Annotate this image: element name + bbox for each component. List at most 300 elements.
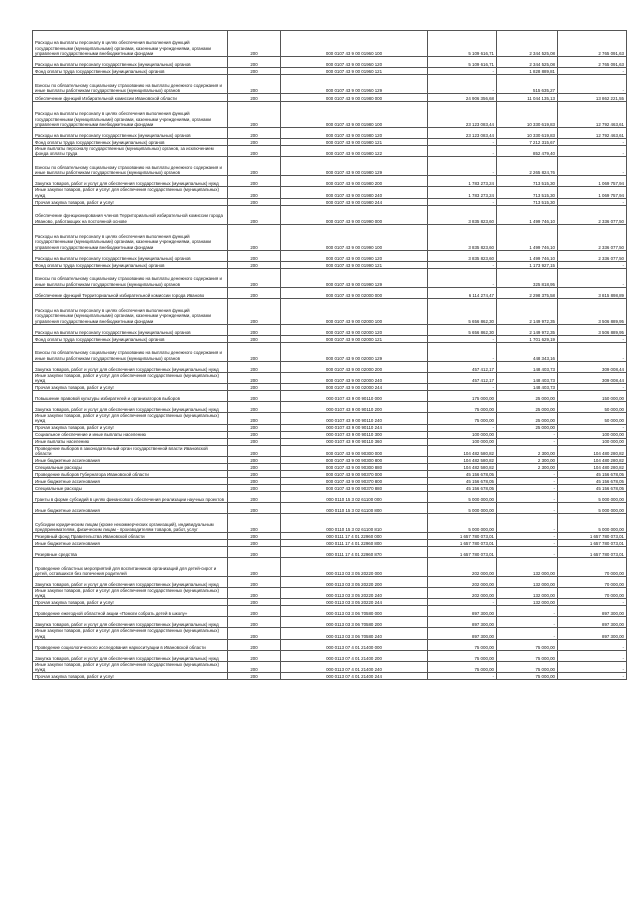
executed-amount-cell: 852 479,40 — [497, 146, 558, 157]
approved-amount-cell: - — [428, 384, 497, 391]
unexecuted-amount-cell: 1 069 757,94 — [558, 176, 627, 187]
table-row — [33, 661, 627, 672]
approved-amount-cell: 75 000,00 — [428, 650, 497, 661]
line-code-cell: 200 — [228, 503, 281, 514]
executed-amount-cell: 75 000,00 — [497, 673, 558, 680]
table-row — [33, 599, 627, 606]
approved-amount-cell: - — [428, 75, 497, 94]
unexecuted-amount-cell: 3 506 889,95 — [558, 324, 627, 335]
table-row — [33, 431, 627, 438]
expense-name-cell: Проведение социологического исследования наркоситуации в Ивановской области — [33, 639, 228, 650]
line-code-cell: 200 — [228, 577, 281, 588]
expense-name-cell: Расходы на выплаты персоналу в целях обеспечения выполнения функций государственными (муниципальными) органами, казенными учреждениями, органами управления государственными внебюджетными фондами — [33, 298, 228, 324]
approved-amount-cell: 1 657 780 073,01 — [428, 547, 497, 558]
executed-amount-cell: - — [497, 617, 558, 628]
line-code-cell: 200 — [228, 431, 281, 438]
expense-name-cell: Проведение выборов в законодательный орган государственной власти Ивановской области — [33, 445, 228, 456]
table-row — [33, 94, 627, 102]
budget-code-cell: 000 0113 07 4 01 21400 200 — [281, 650, 428, 661]
table-row — [33, 424, 627, 431]
executed-amount-cell: 2 149 972,35 — [497, 298, 558, 324]
table-row — [33, 384, 627, 391]
line-code-cell: 200 — [228, 445, 281, 456]
executed-amount-cell: - — [497, 503, 558, 514]
unexecuted-amount-cell: 70 000,00 — [558, 558, 627, 577]
line-code-cell: 200 — [228, 457, 281, 464]
line-code-cell: 200 — [228, 606, 281, 617]
line-code-cell: 200 — [228, 187, 281, 198]
table-row — [33, 457, 627, 464]
executed-amount-cell: 132 000,00 — [497, 599, 558, 606]
unexecuted-amount-cell: 3 506 889,95 — [558, 298, 627, 324]
budget-code-cell: 000 0107 43 9 00 90110 000 — [281, 391, 428, 402]
approved-amount-cell: - — [428, 342, 497, 361]
table-row — [33, 464, 627, 471]
table-row — [33, 547, 627, 558]
expense-name-cell: Иные бюджетные ассигнования — [33, 478, 228, 485]
budget-code-cell: 000 0107 43 9 00 01960 120 — [281, 57, 428, 68]
approved-amount-cell: 5 656 862,30 — [428, 298, 497, 324]
expense-name-cell: Закупка товаров, работ и услуг для обеспечения государственных (муниципальных) нужд — [33, 402, 228, 413]
line-code-cell: 200 — [228, 157, 281, 176]
expense-name-cell: Взносы по обязательному социальному страхованию на выплаты денежного содержания и иные выплаты работникам государственных (муниципальных) органов — [33, 342, 228, 361]
line-code-cell: 200 — [228, 558, 281, 577]
line-code-cell: 200 — [228, 514, 281, 533]
expense-name-cell: Иные бюджетные ассигнования — [33, 540, 228, 547]
approved-amount-cell: 45 156 678,05 — [428, 478, 497, 485]
line-code-cell: 200 — [228, 268, 281, 287]
table-row — [33, 139, 627, 146]
unexecuted-amount-cell: - — [558, 68, 627, 75]
line-code-cell: 200 — [228, 471, 281, 478]
approved-amount-cell: 202 000,00 — [428, 588, 497, 599]
table-row — [33, 617, 627, 628]
unexecuted-amount-cell: - — [558, 639, 627, 650]
executed-amount-cell: 2 149 972,35 — [497, 324, 558, 335]
expense-name-cell: Иные бюджетные ассигнования — [33, 503, 228, 514]
unexecuted-amount-cell: - — [558, 673, 627, 680]
executed-amount-cell: 75 000,00 — [497, 639, 558, 650]
line-code-cell: 200 — [228, 324, 281, 335]
approved-amount-cell: 5 109 616,71 — [428, 31, 497, 57]
unexecuted-amount-cell: 150 000,00 — [558, 391, 627, 402]
approved-amount-cell: 104 482 580,82 — [428, 445, 497, 456]
line-code-cell: 200 — [228, 75, 281, 94]
line-code-cell: 200 — [228, 599, 281, 606]
budget-code-cell: 000 0113 03 3 06 70580 240 — [281, 628, 428, 639]
table-row — [33, 478, 627, 485]
approved-amount-cell: 45 156 678,05 — [428, 471, 497, 478]
expense-name-cell: Резервные средства — [33, 547, 228, 558]
table-row — [33, 485, 627, 492]
table-row — [33, 324, 627, 335]
line-code-cell: 200 — [228, 198, 281, 205]
line-code-cell: 200 — [228, 402, 281, 413]
budget-code-cell: 000 0107 43 9 00 01980 121 — [281, 139, 428, 146]
budget-code-cell: 000 0107 43 9 00 02000 121 — [281, 335, 428, 342]
unexecuted-amount-cell: 5 000 000,00 — [558, 503, 627, 514]
expense-name-cell: Специальные расходы — [33, 485, 228, 492]
expense-name-cell: Расходы на выплаты персоналу государственных (муниципальных) органов — [33, 250, 228, 261]
executed-amount-cell: 1 701 629,19 — [497, 335, 558, 342]
approved-amount-cell: 24 906 356,68 — [428, 94, 497, 102]
unexecuted-amount-cell: 100 000,00 — [558, 431, 627, 438]
expense-name-cell: Обеспечение функций Территориальной избирательной комиссии города Иваново — [33, 287, 228, 298]
expense-name-cell: Закупка товаров, работ и услуг для обеспечения государственных (муниципальных) нужд — [33, 617, 228, 628]
executed-amount-cell: 2 298 375,58 — [497, 287, 558, 298]
expense-name-cell: Иные закупки товаров, работ и услуг для обеспечения государственных (муниципальных) нужд — [33, 372, 228, 383]
table-body — [33, 31, 627, 680]
expense-name-cell: Проведение областных мероприятий для воспитанников организаций для детей-сирот и детей, оставшихся без попечения родителей — [33, 558, 228, 577]
unexecuted-amount-cell: 2 765 091,63 — [558, 57, 627, 68]
line-code-cell: 200 — [228, 335, 281, 342]
line-code-cell: 200 — [228, 128, 281, 139]
budget-code-cell: 000 0113 07 4 01 21400 240 — [281, 661, 428, 672]
line-code-cell: 200 — [228, 628, 281, 639]
expense-name-cell: Расходы на выплаты персоналу в целях обеспечения выполнения функций государственными (муниципальными) органами, казенными учреждениями, органами управления государственными внебюджетными фондами — [33, 31, 228, 57]
budget-code-cell: 000 0113 03 3 05 20220 244 — [281, 599, 428, 606]
expense-name-cell: Прочая закупка товаров, работ и услуг — [33, 673, 228, 680]
table-row — [33, 558, 627, 577]
approved-amount-cell: - — [428, 198, 497, 205]
executed-amount-cell: 1 499 746,10 — [497, 250, 558, 261]
unexecuted-amount-cell: 309 008,44 — [558, 372, 627, 383]
executed-amount-cell: 2 344 525,08 — [497, 31, 558, 57]
table-row — [33, 673, 627, 680]
expense-name-cell: Расходы на выплаты персоналу в целях обеспечения выполнения функций государственными (муниципальными) органами, казенными учреждениями, органами управления государственными внебюджетными фондами — [33, 224, 228, 250]
budget-code-cell: 000 0107 43 9 00 90300 880 — [281, 464, 428, 471]
approved-amount-cell: 897 300,00 — [428, 628, 497, 639]
table-row — [33, 577, 627, 588]
table-row — [33, 606, 627, 617]
budget-code-cell: 000 0107 43 9 00 90370 880 — [281, 485, 428, 492]
expense-name-cell: Взносы по обязательному социальному страхованию на выплаты денежного содержания и иные выплаты работникам государственных (муниципальных) органов — [33, 268, 228, 287]
line-code-cell: 200 — [228, 146, 281, 157]
executed-amount-cell: 1 499 746,10 — [497, 205, 558, 224]
budget-code-cell: 000 0111 17 4 01 22960 870 — [281, 547, 428, 558]
approved-amount-cell: 897 300,00 — [428, 617, 497, 628]
executed-amount-cell: 75 000,00 — [497, 661, 558, 672]
expense-name-cell: Проведение выборов Губернатора Ивановской области — [33, 471, 228, 478]
expense-name-cell: Закупка товаров, работ и услуг для обеспечения государственных (муниципальных) нужд — [33, 577, 228, 588]
table-row — [33, 198, 627, 205]
line-code-cell: 200 — [228, 540, 281, 547]
executed-amount-cell: 1 173 927,15 — [497, 261, 558, 268]
expense-name-cell: Закупка товаров, работ и услуг для обеспечения государственных (муниципальных) нужд — [33, 650, 228, 661]
unexecuted-amount-cell: 2 336 077,50 — [558, 250, 627, 261]
line-code-cell: 200 — [228, 424, 281, 431]
unexecuted-amount-cell: - — [558, 342, 627, 361]
approved-amount-cell: 75 000,00 — [428, 413, 497, 424]
expense-name-cell: Расходы на выплаты персоналу в целях обеспечения выполнения функций государственными (муниципальными) органами, казенными учреждениями, органами управления государственными внебюджетными фондами — [33, 102, 228, 128]
executed-amount-cell: - — [497, 471, 558, 478]
budget-code-cell: 000 0107 43 9 00 90370 000 — [281, 471, 428, 478]
expense-name-cell: Обеспечение функционирования членов Территориальной избирательной комиссии города Иваново, работающих на постоянной основе — [33, 205, 228, 224]
executed-amount-cell: 325 818,95 — [497, 268, 558, 287]
executed-amount-cell: - — [497, 478, 558, 485]
unexecuted-amount-cell: 12 792 463,61 — [558, 128, 627, 139]
approved-amount-cell: 5 656 862,30 — [428, 324, 497, 335]
unexecuted-amount-cell: - — [558, 75, 627, 94]
expense-name-cell: Иные бюджетные ассигнования — [33, 457, 228, 464]
unexecuted-amount-cell: - — [558, 198, 627, 205]
expense-name-cell: Прочая закупка товаров, работ и услуг — [33, 424, 228, 431]
line-code-cell: 200 — [228, 250, 281, 261]
line-code-cell: 200 — [228, 650, 281, 661]
line-code-cell: 200 — [228, 361, 281, 372]
budget-code-cell: 000 0111 17 4 01 22960 000 — [281, 533, 428, 540]
expense-name-cell: Иные закупки товаров, работ и услуг для обеспечения государственных (муниципальных) нужд — [33, 187, 228, 198]
approved-amount-cell: 75 000,00 — [428, 639, 497, 650]
line-code-cell: 200 — [228, 384, 281, 391]
line-code-cell: 200 — [228, 639, 281, 650]
budget-code-cell: 000 0113 07 4 01 21400 000 — [281, 639, 428, 650]
executed-amount-cell: 1 828 889,81 — [497, 68, 558, 75]
table-row — [33, 31, 627, 57]
budget-code-cell: 000 0107 43 9 00 02000 200 — [281, 361, 428, 372]
budget-code-cell: 000 0107 43 9 00 02000 000 — [281, 287, 428, 298]
unexecuted-amount-cell: 1 657 780 073,01 — [558, 540, 627, 547]
line-code-cell: 200 — [228, 661, 281, 672]
expense-name-cell: Расходы на выплаты персоналу государственных (муниципальных) органов — [33, 324, 228, 335]
expense-name-cell: Закупка товаров, работ и услуг для обеспечения государственных (муниципальных) нужд — [33, 361, 228, 372]
table-row — [33, 176, 627, 187]
executed-amount-cell: 132 000,00 — [497, 588, 558, 599]
budget-code-cell: 000 0107 43 9 00 01980 000 — [281, 94, 428, 102]
unexecuted-amount-cell: - — [558, 157, 627, 176]
budget-code-cell: 000 0107 43 9 00 90110 240 — [281, 413, 428, 424]
unexecuted-amount-cell: - — [558, 424, 627, 431]
executed-amount-cell: 25 000,00 — [497, 391, 558, 402]
budget-code-cell: 000 0110 15 3 02 61100 810 — [281, 514, 428, 533]
line-code-cell: 200 — [228, 176, 281, 187]
expense-name-cell: Иные выплаты персоналу государственных (муниципальных) органов, за исключением фонда оплаты труда — [33, 146, 228, 157]
executed-amount-cell: 2 300,00 — [497, 464, 558, 471]
unexecuted-amount-cell: 1 657 780 073,01 — [558, 547, 627, 558]
unexecuted-amount-cell: - — [558, 335, 627, 342]
budget-code-cell: 000 0107 43 9 00 01990 120 — [281, 250, 428, 261]
unexecuted-amount-cell: 70 000,00 — [558, 577, 627, 588]
table-row — [33, 471, 627, 478]
expense-name-cell: Расходы на выплаты персоналу государственных (муниципальных) органов — [33, 128, 228, 139]
unexecuted-amount-cell: - — [558, 268, 627, 287]
expense-name-cell: Иные закупки товаров, работ и услуг для обеспечения государственных (муниципальных) нужд — [33, 413, 228, 424]
executed-amount-cell: - — [497, 533, 558, 540]
expense-name-cell: Специальные расходы — [33, 464, 228, 471]
budget-code-cell: 000 0113 03 3 05 20220 000 — [281, 558, 428, 577]
budget-code-cell: 000 0107 43 9 00 90110 300 — [281, 431, 428, 438]
budget-code-cell: 000 0107 43 9 00 90110 200 — [281, 402, 428, 413]
budget-code-cell: 000 0107 43 9 00 01990 000 — [281, 205, 428, 224]
budget-code-cell: 000 0107 43 9 00 90300 000 — [281, 445, 428, 456]
unexecuted-amount-cell: 2 336 077,50 — [558, 224, 627, 250]
budget-code-cell: 000 0107 43 9 00 01980 240 — [281, 187, 428, 198]
approved-amount-cell: 23 123 083,44 — [428, 128, 497, 139]
unexecuted-amount-cell: 45 156 678,05 — [558, 478, 627, 485]
unexecuted-amount-cell: 1 657 780 073,01 — [558, 533, 627, 540]
approved-amount-cell: 1 783 273,24 — [428, 187, 497, 198]
table-row — [33, 298, 627, 324]
expense-name-cell: Иные закупки товаров, работ и услуг для обеспечения государственных (муниципальных) нужд — [33, 628, 228, 639]
table-row — [33, 492, 627, 503]
table-row — [33, 250, 627, 261]
executed-amount-cell: - — [497, 547, 558, 558]
approved-amount-cell: 5 000 000,00 — [428, 503, 497, 514]
budget-code-cell: 000 0107 43 9 00 90110 360 — [281, 438, 428, 445]
approved-amount-cell: - — [428, 268, 497, 287]
budget-code-cell: 000 0107 43 9 00 90110 244 — [281, 424, 428, 431]
executed-amount-cell: - — [497, 606, 558, 617]
approved-amount-cell: 3 835 823,60 — [428, 224, 497, 250]
expense-name-cell: Взносы по обязательному социальному страхованию на выплаты денежного содержания и иные выплаты работникам государственных (муниципальных) органов — [33, 75, 228, 94]
line-code-cell: 200 — [228, 139, 281, 146]
executed-amount-cell: 2 300,00 — [497, 457, 558, 464]
table-row — [33, 361, 627, 372]
line-code-cell: 200 — [228, 492, 281, 503]
unexecuted-amount-cell: 2 336 077,50 — [558, 205, 627, 224]
expense-name-cell: Резервный фонд Правительства Ивановской области — [33, 533, 228, 540]
expense-name-cell: Обеспечение функций Избирательной комиссии Ивановской области — [33, 94, 228, 102]
unexecuted-amount-cell: - — [558, 261, 627, 268]
line-code-cell: 200 — [228, 391, 281, 402]
table-row — [33, 128, 627, 139]
unexecuted-amount-cell: 100 000,00 — [558, 438, 627, 445]
table-row — [33, 445, 627, 456]
budget-code-cell: 000 0110 15 3 02 61100 800 — [281, 503, 428, 514]
table-row — [33, 187, 627, 198]
executed-amount-cell: 2 300,00 — [497, 445, 558, 456]
line-code-cell: 200 — [228, 31, 281, 57]
unexecuted-amount-cell: 45 156 678,05 — [558, 471, 627, 478]
unexecuted-amount-cell: - — [558, 599, 627, 606]
expense-name-cell: Иные закупки товаров, работ и услуг для обеспечения государственных (муниципальных) нужд — [33, 661, 228, 672]
budget-code-cell: 000 0107 43 9 00 01980 122 — [281, 146, 428, 157]
executed-amount-cell: 713 515,30 — [497, 187, 558, 198]
line-code-cell: 200 — [228, 224, 281, 250]
table-row — [33, 391, 627, 402]
executed-amount-cell: 75 000,00 — [497, 650, 558, 661]
unexecuted-amount-cell: 104 480 280,82 — [558, 445, 627, 456]
table-row — [33, 157, 627, 176]
budget-code-cell: 000 0107 43 9 00 02000 240 — [281, 372, 428, 383]
line-code-cell: 200 — [228, 617, 281, 628]
unexecuted-amount-cell: - — [558, 146, 627, 157]
unexecuted-amount-cell: 104 480 280,82 — [558, 457, 627, 464]
approved-amount-cell: 6 114 274,47 — [428, 287, 497, 298]
budget-code-cell: 000 0107 43 9 00 02000 244 — [281, 384, 428, 391]
unexecuted-amount-cell: 897 300,00 — [558, 628, 627, 639]
line-code-cell: 200 — [228, 673, 281, 680]
budget-code-cell: 000 0107 43 9 00 01960 100 — [281, 31, 428, 57]
expense-name-cell: Закупка товаров, работ и услуг для обеспечения государственных (муниципальных) нужд — [33, 176, 228, 187]
executed-amount-cell: - — [497, 438, 558, 445]
approved-amount-cell: 75 000,00 — [428, 402, 497, 413]
budget-code-cell: 000 0113 07 4 01 21400 244 — [281, 673, 428, 680]
table-row — [33, 102, 627, 128]
table-row — [33, 146, 627, 157]
budget-code-cell: 000 0107 43 9 00 01980 129 — [281, 157, 428, 176]
expense-name-cell: Повышение правовой культуры избирателей и организаторов выборов — [33, 391, 228, 402]
executed-amount-cell: 2 265 824,76 — [497, 157, 558, 176]
expense-name-cell: Расходы на выплаты персоналу государственных (муниципальных) органов — [33, 57, 228, 68]
table-row — [33, 413, 627, 424]
approved-amount-cell: - — [428, 146, 497, 157]
executed-amount-cell: - — [497, 492, 558, 503]
executed-amount-cell: 1 499 746,10 — [497, 224, 558, 250]
approved-amount-cell: 1 657 780 073,01 — [428, 533, 497, 540]
budget-code-cell: 000 0107 43 9 00 90370 800 — [281, 478, 428, 485]
budget-code-cell: 000 0107 43 9 00 02000 120 — [281, 324, 428, 335]
executed-amount-cell: - — [497, 485, 558, 492]
approved-amount-cell: - — [428, 261, 497, 268]
executed-amount-cell: 132 000,00 — [497, 558, 558, 577]
executed-amount-cell: 10 330 619,83 — [497, 102, 558, 128]
budget-code-cell: 000 0107 43 9 00 01980 100 — [281, 102, 428, 128]
approved-amount-cell: 75 000,00 — [428, 661, 497, 672]
unexecuted-amount-cell: 50 000,00 — [558, 413, 627, 424]
unexecuted-amount-cell: 3 815 898,89 — [558, 287, 627, 298]
executed-amount-cell: 7 212 315,67 — [497, 139, 558, 146]
table-row — [33, 540, 627, 547]
budget-code-cell: 000 0107 43 9 00 02000 129 — [281, 342, 428, 361]
line-code-cell: 200 — [228, 261, 281, 268]
approved-amount-cell: 3 835 823,60 — [428, 205, 497, 224]
unexecuted-amount-cell: 897 300,00 — [558, 606, 627, 617]
unexecuted-amount-cell: 1 069 757,94 — [558, 187, 627, 198]
unexecuted-amount-cell: 104 480 280,82 — [558, 464, 627, 471]
budget-table-page — [32, 30, 624, 680]
approved-amount-cell: 100 000,00 — [428, 438, 497, 445]
approved-amount-cell: 457 412,17 — [428, 372, 497, 383]
approved-amount-cell: 5 109 616,71 — [428, 57, 497, 68]
table-row — [33, 514, 627, 533]
executed-amount-cell: - — [497, 540, 558, 547]
expense-name-cell: Фонд оплаты труда государственных (муниципальных) органов — [33, 335, 228, 342]
budget-code-cell: 000 0107 43 9 00 90300 800 — [281, 457, 428, 464]
line-code-cell: 200 — [228, 102, 281, 128]
executed-amount-cell: 515 635,27 — [497, 75, 558, 94]
budget-code-cell: 000 0113 03 3 05 20220 240 — [281, 588, 428, 599]
budget-code-cell: 000 0113 03 3 06 70580 000 — [281, 606, 428, 617]
unexecuted-amount-cell: 45 156 678,05 — [558, 485, 627, 492]
unexecuted-amount-cell: - — [558, 139, 627, 146]
expense-name-cell: Прочая закупка товаров, работ и услуг — [33, 198, 228, 205]
unexecuted-amount-cell: 13 862 221,55 — [558, 94, 627, 102]
budget-code-cell: 000 0107 43 9 00 01960 121 — [281, 68, 428, 75]
approved-amount-cell: 100 000,00 — [428, 431, 497, 438]
approved-amount-cell: - — [428, 68, 497, 75]
executed-amount-cell: 2 344 525,08 — [497, 57, 558, 68]
line-code-cell: 200 — [228, 205, 281, 224]
budget-code-cell: 000 0110 15 3 02 61100 000 — [281, 492, 428, 503]
unexecuted-amount-cell: 2 765 091,63 — [558, 31, 627, 57]
line-code-cell: 200 — [228, 298, 281, 324]
approved-amount-cell: 175 000,00 — [428, 391, 497, 402]
expense-name-cell: Субсидии юридическим лицам (кроме некоммерческих организаций), индивидуальным предпринимателям, физическим лицам - производителям товаров, работ, услуг — [33, 514, 228, 533]
line-code-cell: 200 — [228, 372, 281, 383]
executed-amount-cell: 713 515,30 — [497, 176, 558, 187]
expense-name-cell: Иные закупки товаров, работ и услуг для обеспечения государственных (муниципальных) нужд — [33, 588, 228, 599]
table-row — [33, 75, 627, 94]
budget-code-cell: 000 0107 43 9 00 01980 244 — [281, 198, 428, 205]
unexecuted-amount-cell: - — [558, 384, 627, 391]
executed-amount-cell: 448 343,16 — [497, 342, 558, 361]
executed-amount-cell: 148 403,73 — [497, 384, 558, 391]
expense-name-cell: Социальное обеспечение и иные выплаты населению — [33, 431, 228, 438]
budget-code-cell: 000 0107 43 9 00 02000 100 — [281, 298, 428, 324]
unexecuted-amount-cell: 70 000,00 — [558, 588, 627, 599]
line-code-cell: 200 — [228, 438, 281, 445]
